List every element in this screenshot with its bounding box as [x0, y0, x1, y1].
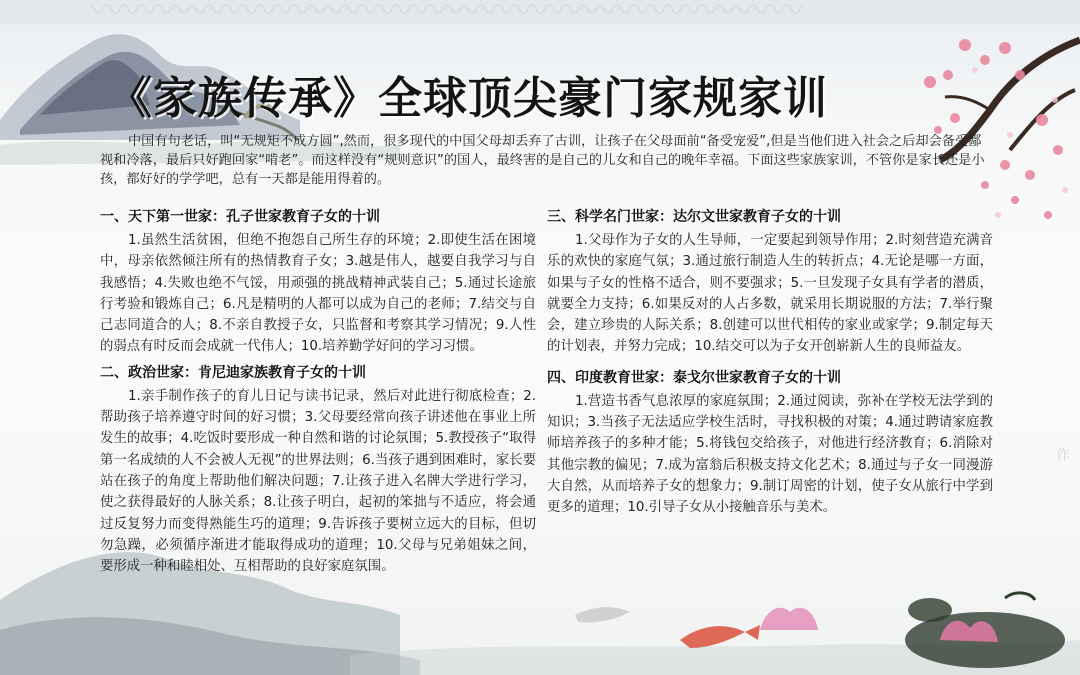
- section-heading-kennedy: 二、政治世家：肯尼迪家族教育子女的十训: [100, 364, 366, 381]
- background-calligraphy: 〰〰〰〰〰〰〰〰〰〰〰〰〰〰〰〰〰〰〰〰〰: [90, 0, 804, 31]
- right-column: [547, 207, 993, 529]
- intro-paragraph: 中国有句老话，叫“无规矩不成方圆”,然而，很多现代的中国父母却丢弃了古训，让孩子在父母面前“备受宠爱”,但是当他们进入社会之后却会备受鄙视和冷落，最后只好跑回家“啃老”。而这样没有“规则意识”的国人，最终害的是自己的儿女和自己的晚年幸福。下面这些家族家训，不管你是家长还是小孩，都好好的学学吧，总有一天都是能用得着的。: [100, 134, 985, 187]
- side-watermark: 作: [1056, 448, 1070, 464]
- section-body-darwin: 1.父母作为子女的人生导师，一定要起到领导作用；2.时刻营造充满音乐的欢快的家庭气氛；3.通过旅行制造人生的转折点；4.无论是哪一方面，如果与子女的性格不适合，则不要强求；5.一旦发现子女具有学者的潜质，就要全力支持；6.如果反对的人占多数，就采用长期说服的方法；7.举行聚会，建立珍贵的人际关系；8.创建可以世代相传的家业或家学；9.制定每天的计划表，并努力完成；10.结交可以为子女开创崭新人生的良师益友。: [547, 233, 993, 355]
- section-body-tagore: 1.营造书香气息浓厚的家庭氛围；2.通过阅读，弥补在学校无法学到的知识；3.当孩子无法适应学校生活时，寻找积极的对策；4.通过聘请家庭教师培养孩子的多种才能；5.将钱包交给孩子，对他进行经济教育；6.消除对其他宗教的偏见；7.成为富翁后积极支持文化艺术；8.通过与子女一同漫游大自然，从而培养子女的想象力；9.制订周密的计划，使子女从旅行中学到更多的道理；10.引导子女从小接触音乐与美术。: [547, 393, 993, 516]
- left-column: [100, 207, 536, 582]
- section-body-kennedy: 1.亲手制作孩子的育儿日记与读书记录，然后对此进行彻底检查；2.帮助孩子培养遵守时间的好习惯；3.父母要经常向孩子讲述他在事业上所发生的故事；4.吃饭时要形成一种自然和谐的讨论氛围；5.教授孩子“取得第一名成绩的人不会被人无视”的世界法则；6.当孩子遇到困难时，家长要站在孩子的角度上帮助他们解决问题；7.让孩子进入名牌大学进行学习，使之获得最好的人脉关系；8.让孩子明白，起初的笨拙与不适应，将会通过反复努力而变得熟能生巧的道理；9.告诉孩子要树立远大的目标，但切勿急躁，必须循序渐进才能取得成功的道理；10.父母与兄弟姐妹之间，要形成一种和睦相处、互相帮助的良好家庭氛围。: [100, 388, 536, 575]
- section-body-confucius: 1.虽然生活贫困，但绝不抱怨自己所生存的环境；2.即使生活在困境中，母亲依然倾注所有的热情教育子女；3.越是伟人，越要自我学习与自我感悟；4.失败也绝不气馁，用顽强的挑战精神武装自己；5.通过长途旅行考验和锻炼自己；6.凡是精明的人都可以成为自己的老师；7.结交与自己志同道合的人；8.不亲自教授子女，只监督和考察其学习情况；9.人性的弱点有时反而会成就一代伟人；10.培养勤学好问的学习习惯。: [100, 233, 536, 355]
- section-heading-darwin: 三、科学名门世家：达尔文世家教育子女的十训: [547, 209, 841, 225]
- section-heading-confucius: 一、天下第一世家：孔子世家教育子女的十训: [100, 209, 380, 225]
- plum-blossom-painting: [924, 39, 1080, 219]
- section-heading-tagore: 四、印度教育世家：泰戈尔世家教育子女的十训: [547, 369, 841, 386]
- poster-title: 《家族传承》全球顶尖豪门家规家训: [108, 73, 828, 124]
